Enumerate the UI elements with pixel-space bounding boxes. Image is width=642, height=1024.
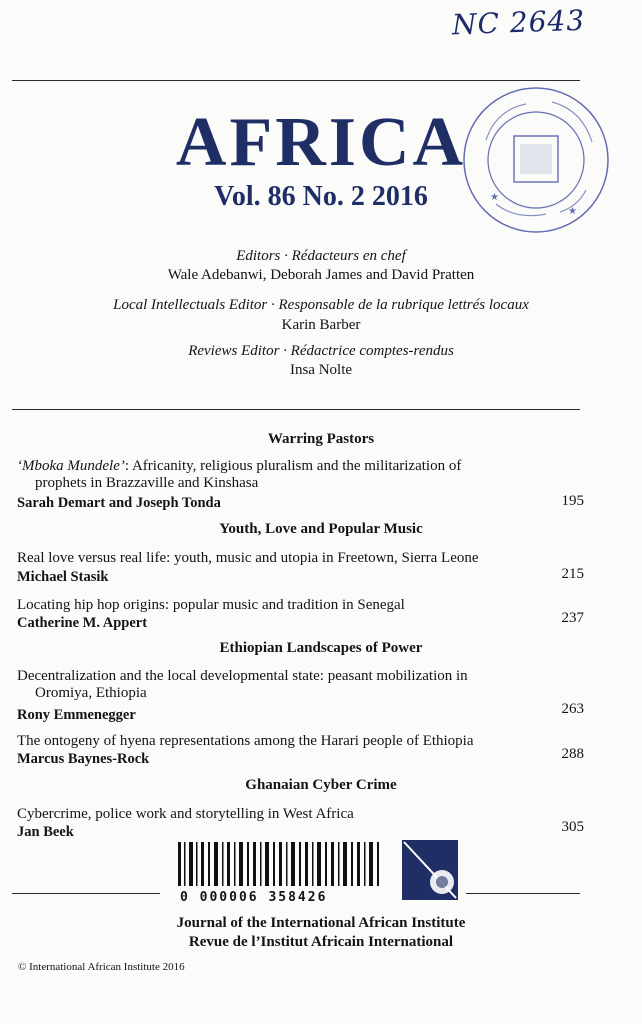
- editors-names: Wale Adebanwi, Deborah James and David Pratten: [167, 267, 475, 283]
- svg-text:★: ★: [568, 206, 577, 217]
- bottom-rule-left: [12, 893, 160, 894]
- article-title-line1: Decentralization and the local developmental state: peasant mobilization in: [17, 668, 468, 684]
- article-author: Rony Emmenegger: [17, 707, 136, 723]
- article-title-italic: ‘Mboka Mundele’: [17, 458, 125, 474]
- article-title: Cybercrime, police work and storytelling in West Africa: [17, 806, 354, 822]
- copyright-notice: © International African Institute 2016: [18, 961, 185, 973]
- article-title-line1: : Africanity, religious pluralism and the militarization of: [124, 458, 462, 474]
- article-author: Marcus Baynes-Rock: [17, 751, 150, 767]
- article-page: 215: [561, 566, 584, 582]
- reviews-editor-label: Reviews Editor · Rédactrice comptes-rendus: [188, 343, 454, 359]
- section-heading: Ghanaian Cyber Crime: [245, 777, 397, 793]
- section-heading: Warring Pastors: [267, 431, 375, 447]
- reviews-editor-name: Insa Nolte: [289, 362, 353, 378]
- contents-rule: [12, 409, 580, 410]
- article-title-line2: prophets in Brazzaville and Kinshasa: [35, 475, 259, 491]
- article-author: Catherine M. Appert: [17, 615, 148, 631]
- barcode-number: 0 000006 358426: [180, 890, 328, 905]
- journal-subtitle-french: Revue de l’Institut Africain International: [188, 934, 454, 950]
- section-heading: Youth, Love and Popular Music: [219, 521, 423, 537]
- bottom-rule-right: [466, 893, 580, 894]
- local-editor-label: Local Intellectuals Editor · Responsable de la rubrique lettrés locaux: [113, 297, 529, 313]
- editors-label: Editors · Rédacteurs en chef: [236, 248, 406, 264]
- svg-text:★: ★: [490, 192, 499, 203]
- handwritten-accession-number: NC 2643: [451, 3, 586, 42]
- article-title: The ontogeny of hyena representations among the Harari people of Ethiopia: [17, 733, 474, 749]
- article-author: Jan Beek: [17, 824, 74, 840]
- journal-subtitle-english: Journal of the International African Institute: [176, 915, 466, 931]
- article-page: 237: [561, 610, 584, 626]
- article-author: Sarah Demart and Joseph Tonda: [17, 495, 221, 511]
- volume-issue: Vol. 86 No. 2 2016: [214, 181, 428, 212]
- article-title: Locating hip hop origins: popular music and tradition in Senegal: [17, 597, 405, 613]
- journal-title: AFRICA: [175, 104, 467, 181]
- article-page: 263: [561, 701, 584, 717]
- article-page: 288: [561, 746, 584, 762]
- article-page: 305: [561, 819, 584, 835]
- article-page: 195: [561, 493, 584, 509]
- section-heading: Ethiopian Landscapes of Power: [219, 640, 423, 656]
- article-title: [17, 458, 537, 492]
- article-title: [17, 668, 537, 702]
- article-title-line2: Oromiya, Ethiopia: [35, 685, 147, 701]
- local-editor-name: Karin Barber: [281, 317, 361, 333]
- article-title: Real love versus real life: youth, music and utopia in Freetown, Sierra Leone: [17, 550, 479, 566]
- article-author: Michael Stasik: [17, 569, 109, 585]
- top-rule: [12, 80, 580, 81]
